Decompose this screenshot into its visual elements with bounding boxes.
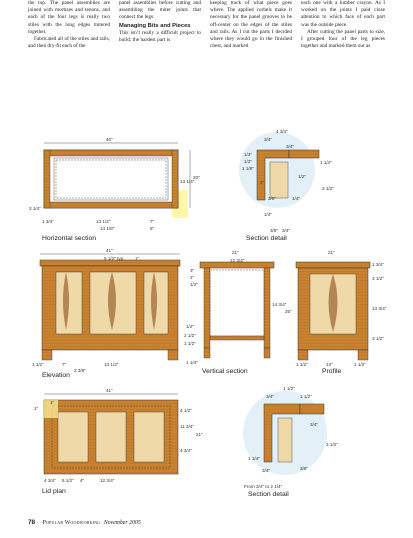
page-number: 78 xyxy=(28,519,36,526)
dim-label: 4 3/4" xyxy=(276,129,288,134)
dim-label: 1 1/2" xyxy=(354,362,366,367)
dim-label: 13 1/2" xyxy=(96,219,111,224)
dim-label: 14 3/4" xyxy=(272,302,287,307)
dim-label: 2 1/2" xyxy=(184,333,196,338)
drawing-label-section-detail: Section detail xyxy=(248,491,289,498)
page-footer xyxy=(28,519,141,526)
profile-drawing xyxy=(296,250,387,367)
dim-label: 1 1/2" xyxy=(283,386,295,391)
dim-label: 11 3/4" xyxy=(180,424,195,429)
dim-label: 1/2" xyxy=(244,159,253,164)
dim-label: 3 1/2" xyxy=(322,186,334,191)
section-detail-bottom-drawing xyxy=(243,386,338,489)
dim-label: 7" xyxy=(150,219,155,224)
dim-label: 3/4" xyxy=(282,228,291,233)
dim-label: 3 1/2" xyxy=(372,276,384,281)
magazine-name: Popular Woodworking xyxy=(42,520,101,526)
paragraph: the top. The panel assemblies are joined with mortises and tenons, and each of the four legs is really two stiles with the long edges mitered together. xyxy=(28,0,110,35)
dim-label: 12 3/4" xyxy=(230,258,245,263)
dim-label: 2" xyxy=(260,180,265,185)
section-detail-top-drawing xyxy=(239,129,334,233)
dim-label: 1" xyxy=(190,275,195,280)
paragraph: keeping track of what piece goes where. The applied corbels make it necessary for the panel grooves to be off-center on the edges of the stiles and rails. As I cut the parts I decided where they would go in the finished chest, and marked xyxy=(210,0,292,50)
dim-label: 1 1/4" xyxy=(186,360,198,365)
drawing-label-profile: Profile xyxy=(322,368,342,375)
dim-label: 1/4" xyxy=(292,196,301,201)
dim-label: From 3/4" to 2 1/4" xyxy=(244,484,283,489)
dim-label: 20" xyxy=(193,175,200,180)
drawing-label-lid-plan: Lid plan xyxy=(42,488,66,495)
paragraph: panel assemblies before cutting and assembling the miter joints that connect the legs. xyxy=(119,0,201,21)
paragraph: After cutting the panel parts to size, I grouped four of the leg pieces together and marked them out as xyxy=(301,28,385,50)
lid-plan-drawing xyxy=(34,388,203,483)
dim-label: 1" xyxy=(135,256,140,261)
dim-label: 1 3/4" xyxy=(372,262,384,267)
dim-label: 3 1/2" xyxy=(326,442,338,447)
dim-label: 1/2" xyxy=(186,324,195,329)
dim-label: 1/2" xyxy=(298,174,307,179)
dim-label: 1 1/2" xyxy=(300,394,312,399)
dim-label: 7" xyxy=(62,362,67,367)
dim-label: 3/8" xyxy=(268,196,277,201)
dim-label: 1/2" xyxy=(244,152,253,157)
dim-label: 1" xyxy=(50,400,55,405)
horizontal-section-drawing xyxy=(29,137,200,231)
dim-label: 13 1/4" xyxy=(180,179,195,184)
dim-label: 4" xyxy=(80,478,85,483)
dim-label: 1/4" xyxy=(264,212,273,217)
dim-label: 3/8" xyxy=(270,228,279,233)
dim-label: 14 1/8" xyxy=(100,226,115,231)
dim-label: 25" xyxy=(285,309,292,314)
dim-label: 40" xyxy=(106,137,113,142)
dim-label: 3" xyxy=(190,268,195,273)
dim-label: 4 3/4" xyxy=(180,448,192,453)
dim-label: 21" xyxy=(328,250,335,255)
dim-label: 1 1/2" xyxy=(184,341,196,346)
dim-label: 3/4" xyxy=(264,137,273,142)
dim-label: 13 1/2" xyxy=(104,362,119,367)
section-heading: Managing Bits and Pieces xyxy=(119,22,191,29)
dim-label: 1 1/2" xyxy=(32,362,44,367)
issue-date: November 2005 xyxy=(103,520,141,526)
paragraph: each one with a lumber crayon. As I worked on the joints I paid close attention to which face of each part was the outside piece. xyxy=(301,0,385,28)
dim-label: 21" xyxy=(196,432,203,437)
dim-label: 1" xyxy=(34,406,39,411)
dim-label: 5 1/2" typ. xyxy=(104,256,125,261)
dim-label: 5 1/2" xyxy=(62,478,74,483)
drawing-label-section-detail: Section detail xyxy=(246,235,287,242)
dim-label: 8" xyxy=(150,226,155,231)
dim-label: 1 1/2" xyxy=(296,362,308,367)
elevation-drawing xyxy=(32,248,180,373)
dim-label: 1 1/4" xyxy=(248,456,260,461)
dim-label: 1 1/8" xyxy=(242,166,254,171)
dim-label: 3/8" xyxy=(300,466,309,471)
dim-label: 3/4" xyxy=(286,144,295,149)
dim-label: 1/2" xyxy=(190,282,199,287)
dim-label: 41" xyxy=(106,388,113,393)
dim-label: 4 1/2" xyxy=(180,408,192,413)
paragraph: Fabricated all of the stiles and rails, and then dry-fit each of the xyxy=(28,36,110,50)
dim-label: 3/4" xyxy=(310,422,319,427)
dim-label: 1 1/4" xyxy=(320,160,332,165)
dim-label: 13 3/4" xyxy=(372,306,387,311)
dim-label: 3 1/2" xyxy=(372,336,384,341)
drawing-label-vertical-section: Vertical section xyxy=(202,368,248,375)
dim-label: 12 3/4" xyxy=(100,478,115,483)
dim-label: 3/4" xyxy=(262,468,271,473)
dim-label: 4 3/4" xyxy=(44,478,56,483)
paragraph: This isn’t really a difficult project to build; the hardest part is xyxy=(119,29,201,43)
dim-label: 41" xyxy=(106,248,113,253)
vertical-section-drawing xyxy=(184,250,292,365)
dim-label: 3 1/4" xyxy=(29,206,41,211)
drawing-label-horizontal-section: Horizontal section xyxy=(42,235,97,242)
dim-label: 21" xyxy=(232,250,239,255)
dim-label: 13" xyxy=(326,362,333,367)
dim-label: 3/4" xyxy=(266,394,275,399)
dim-label: 2 3/8" xyxy=(74,368,86,373)
drawing-label-elevation: Elevation xyxy=(42,372,70,379)
dim-label: 1 3/4" xyxy=(42,219,54,224)
